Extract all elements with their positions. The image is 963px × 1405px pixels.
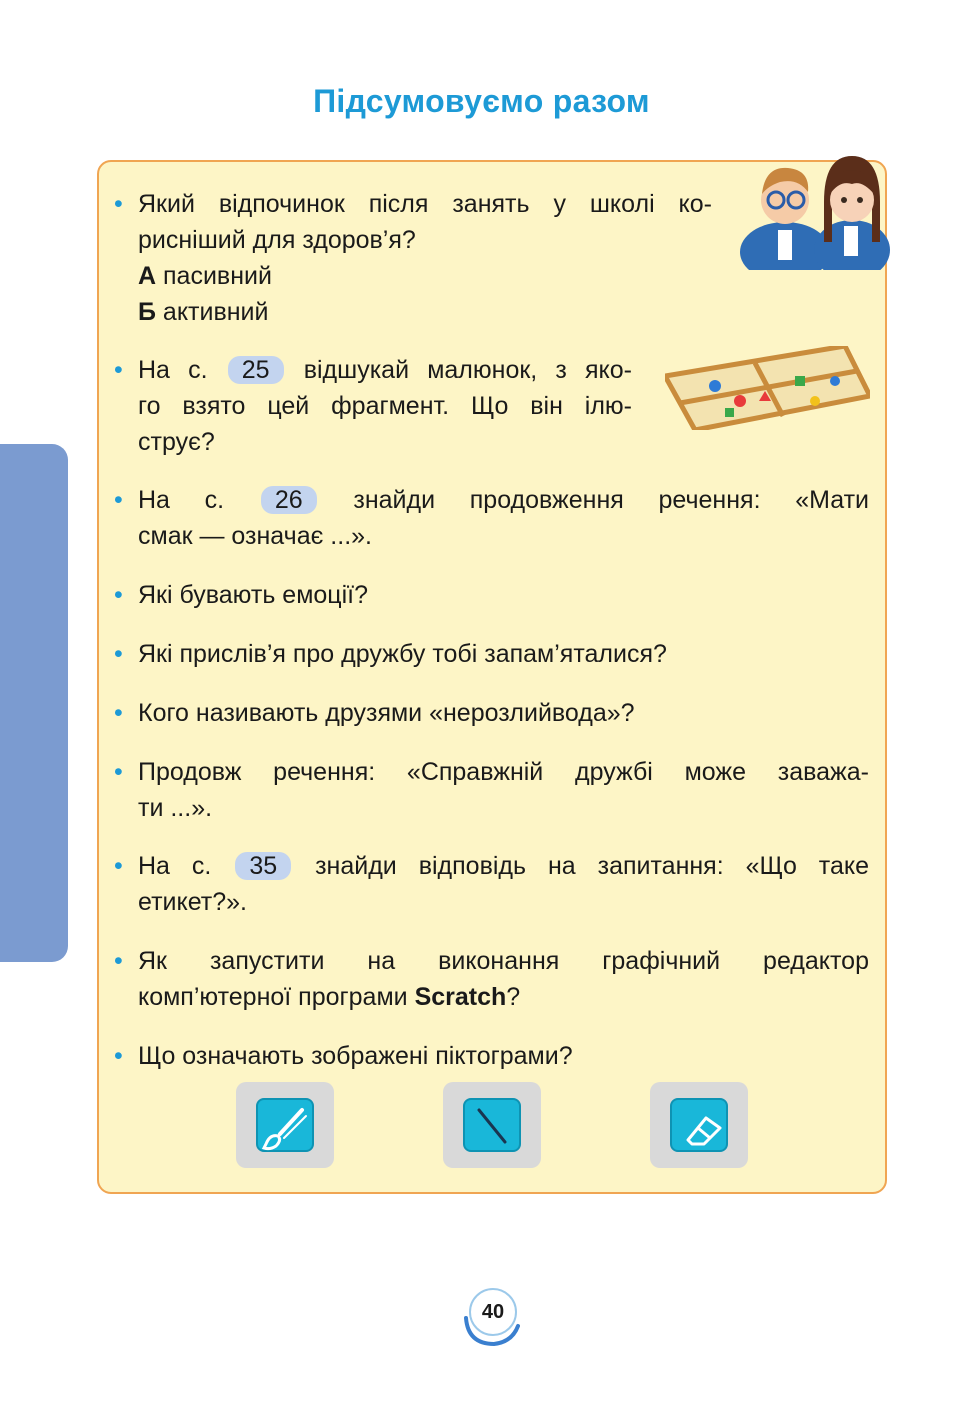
question-10-text: • Що означають зображені піктограми?: [138, 1042, 573, 1070]
question-3-line-1-rest: знайди продовження речення: «Мати: [353, 486, 870, 514]
question-2-prefix: На с.: [138, 356, 208, 384]
question-3: [138, 482, 869, 554]
question-9-line-1: • Як запустити на виконання графічний редактор: [138, 947, 869, 975]
eraser-pictogram: [650, 1082, 748, 1168]
question-7: [138, 754, 869, 826]
question-8: [138, 848, 869, 920]
page-number: 40: [469, 1288, 517, 1336]
option-b: [138, 294, 712, 330]
question-8-line-2: етикет?».: [138, 888, 247, 916]
question-5: [138, 636, 869, 672]
page-ref-25: 25: [228, 356, 284, 384]
question-1-line-2: рисніший для здоров’я?: [138, 226, 416, 254]
page-title: Підсумовуємо разом: [313, 83, 650, 119]
option-a: [138, 258, 712, 294]
question-4: [138, 577, 869, 613]
question-5-text: • Які прислів’я про дружбу тобі запам’яталися?: [138, 640, 667, 668]
question-8-line-1: [138, 848, 869, 884]
line-pictogram: [443, 1082, 541, 1168]
question-2-line-2: го взято цей фрагмент. Що він ілю-: [138, 392, 632, 420]
option-b-letter: Б: [138, 298, 156, 326]
question-1-line-1: • Який відпочинок після занять у школі ко-: [138, 190, 712, 218]
brush-icon: [236, 1082, 334, 1168]
question-1: [138, 186, 712, 330]
fragment-illustration: [665, 346, 870, 430]
option-a-letter: А: [138, 262, 157, 290]
question-2-line-3: струє?: [138, 428, 215, 456]
scratch-label: Scratch: [414, 983, 507, 1011]
question-9-line-2-pre: комп’ютерної програми: [138, 983, 408, 1011]
question-3-line-1: [138, 482, 869, 518]
question-2-line-1-rest: відшукай малюнок, з яко-: [303, 356, 632, 384]
option-a-text: пасивний: [163, 262, 272, 290]
question-8-line-1-rest: знайди відповідь на запитання: «Що таке: [315, 852, 869, 880]
line-icon: [443, 1082, 541, 1168]
eraser-icon: [650, 1082, 748, 1168]
question-9: [138, 943, 869, 1015]
brush-pictogram: [236, 1082, 334, 1168]
option-b-text: активний: [162, 298, 269, 326]
side-tab: [0, 444, 68, 962]
question-6: [138, 695, 869, 731]
question-2: [138, 352, 632, 460]
question-3-prefix: На с.: [138, 486, 225, 514]
children-illustration: [740, 142, 890, 270]
question-6-text: • Кого називають друзями «нерозлийвода»?: [138, 699, 635, 727]
question-3-line-2: смак — означає ...».: [138, 522, 372, 550]
question-9-line-2-post: ?: [506, 983, 521, 1011]
question-9-line-2: [138, 979, 869, 1015]
page-ref-26: 26: [261, 486, 317, 514]
question-10: [138, 1038, 869, 1074]
question-2-line-1: [138, 352, 632, 388]
question-8-prefix: На с.: [138, 852, 212, 880]
question-4-text: • Які бувають емоції?: [138, 581, 369, 609]
question-7-line-2: ти ...».: [138, 794, 213, 822]
page-ref-35: 35: [235, 852, 291, 880]
question-7-line-1: • Продовж речення: «Справжній дружбі може заважа-: [138, 758, 869, 786]
